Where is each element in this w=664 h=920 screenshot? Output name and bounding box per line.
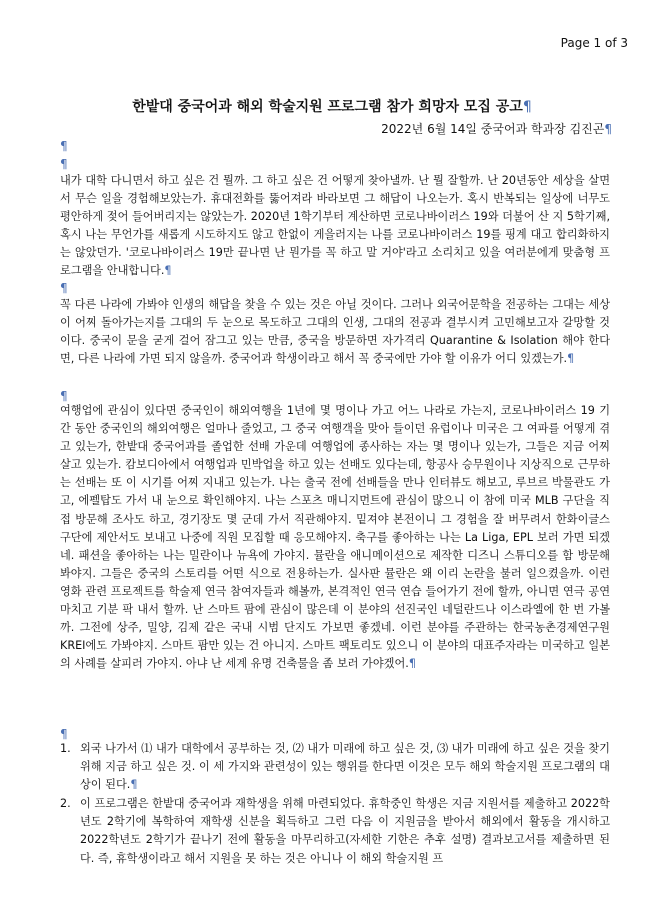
list-item-number: 1.	[60, 742, 71, 755]
pilcrow-mark: ¶	[604, 122, 612, 136]
list-item-number: 2.	[60, 797, 71, 811]
numbered-list	[60, 740, 610, 868]
empty-paragraph-mark: ¶	[60, 281, 68, 295]
body-paragraph	[60, 402, 610, 673]
pilcrow-mark: ¶	[567, 352, 575, 366]
list-item-text: 이 프로그램은 한밭대 중국어과 재학생을 위해 마련되었다. 휴학중인 학생은 지금 지원서를 제출하고 2022학년도 2학기에 복학하여 재학생 신분을 획득하고 그런 다음 이 지원금을 받아서 해외에서 활동을 개시하고 2022학년도 2학기가 끝나기 전에 활동을 마무리하고(자세한 기한은 추후 설명) 결과보고서를 제출하면 된다. 즉, 휴학생이라고 해서 지원을 못 하는 것은 아니나 이 해외 학술지원 프	[80, 797, 610, 865]
paragraph-text: 꼭 다른 나라에 가봐야 인생의 해답을 찾을 수 있는 것은 아닐 것이다. 그러나 외국어문학을 전공하는 그대는 세상이 어찌 돌아가는지를 그대의 두 눈으로 목도하고 그대의 인생, 그대의 전공과 결부시켜 고민해보고자 갈망할 것이다. 중국이 문을 굳게 걸어 잠그고 있는 만큼, 중국을 방문하면 자가격리 Quarantine & Isolation 해야 한다면, 다른 나라에 가면 되지 않을까. 중국어과 학생이라고 해서 꼭 중국에만 가야 할 이유가 어디 있겠는가.	[60, 298, 610, 366]
page-number: Page 1 of 3	[560, 36, 628, 50]
empty-paragraph-mark: ¶	[60, 727, 68, 741]
empty-paragraph-mark: ¶	[60, 157, 68, 171]
empty-paragraph-mark: ¶	[60, 389, 68, 403]
document-date-line	[381, 120, 612, 137]
paragraph-text: 여행업에 관심이 있다면 중국인이 해외여행을 1년에 몇 명이나 가고 어느 나라로 가는지, 코로나바이러스 19 기간 동안 중국인의 해외여행은 얼마나 줄었고, 그 중국 여행객을 맞아 들이던 유럽이나 미국은 그 여파를 어떻게 겪고 있는가, 한밭대 중국어과를 졸업한 선배 가운데 여행업에 종사하는 자는 몇 명이나 있는가, 그들은 지금 어찌 살고 있는가. 캄보디아에서 여행업과 민박업을 하고 있는 선배도 있다는데, 항공사 승무원이나 지상직으로 근무하는 선배는 또 이 시기를 어찌 지내고 있는가. 나는 출국 전에 선배들을 만나 인터뷰도 해보고, 루브르 박물관도 가고, 에펠탑도 가서 내 눈으로 확인해야지. 나는 스포츠 매니지먼트에 관심이 많으니 이 참에 미국 MLB 구단을 직접 방문해 조사도 하고, 경기장도 몇 군데 가서 직관해야지. 밑져야 본전이니 그 경험을 잘 버무려서 한화이글스 구단에 제안서도 보내고 나중에 직원 모집할 때 응모해야지. 축구를 좋아하는 나는 La Liga, EPL 보러 가면 되겠네. 패션을 좋아하는 나는 밀란이나 뉴욕에 가야지. 뮬란을 애니메이션으로 제작한 디즈니 스튜디오를 함 방문해봐야지. 그들은 중국의 스토리를 어떤 식으로 전용하는가. 실사판 뮬란은 왜 이리 논란을 불러 일으켰을까. 이런 영화 관련 프로젝트를 학술제 연극 참여자들과 해볼까, 본격적인 연극 연습 들어가기 전에 할까, 아니면 연극 공연 마치고 기분 팍 내서 할까. 난 스마트 팜에 관심이 많은데 이 분야의 선진국인 네덜란드나 이스라엘에 한 번 가볼까. 그전에 상주, 밀양, 김제 같은 국내 시범 단지도 가보면 좋겠네. 이런 분야를 주관하는 한국농촌경제연구원 KREI에도 가봐야지. 스마트 팜만 있는 건 아니지. 스마트 팩토리도 있으니 이 분야의 대표주자라는 미국하고 일본의 사례를 살피러 가야지. 아냐 난 세계 유명 건축물을 좀 보러 가야겠어.	[60, 404, 610, 671]
pilcrow-mark: ¶	[408, 657, 416, 671]
body-paragraph	[60, 296, 610, 368]
empty-paragraph-mark: ¶	[60, 139, 68, 153]
list-item	[60, 795, 610, 867]
pilcrow-mark: ¶	[522, 99, 532, 115]
paragraph-text: 내가 대학 다니면서 하고 싶은 건 뭘까. 그 하고 싶은 건 어떻게 찾아낼까. 난 뭘 잘할까. 난 20년동안 세상을 살면서 무슨 일을 경험해보았는가. 휴대전화를 뚫어져라 바라보면 그 해답이 나오는가. 혹시 반복되는 일상에 너무도 평안하게 젖어 들어버리지는 않았는가. 2020년 1학기부터 계산하면 코로나바이러스 19와 더불어 산 지 5학기째, 혹시 나는 무언가를 새롭게 시도하지도 않고 한없이 게을러지는 나를 코로나바이러스 19를 핑계 대고 합리화하지는 않았던가. '코로나바이러스 19만 끝나면 난 뭔가를 꼭 하고 말 거야'라고 소리치고 있을 여러분에게 맞춤형 프로그램을 안내합니다.	[60, 174, 610, 278]
date-line-text: 2022년 6월 14일 중국어과 학과장 김진곤	[381, 122, 605, 136]
pilcrow-mark: ¶	[164, 264, 172, 278]
document-title	[0, 96, 664, 116]
document-title-text: 한밭대 중국어과 해외 학술지원 프로그램 참가 희망자 모집 공고	[132, 99, 523, 115]
body-paragraph	[60, 172, 610, 281]
list-item	[60, 740, 610, 794]
pilcrow-mark: ¶	[130, 778, 138, 792]
list-item-text: 외국 나가서 ⑴ 내가 대학에서 공부하는 것, ⑵ 내가 미래에 하고 싶은 것, ⑶ 내가 미래에 하고 싶은 것을 찾기 위해 지금 하고 싶은 것. 이 세 가지와 관련성이 있는 행위를 한다면 이것은 모두 해외 학술지원 프로그램의 대상이 된다.	[80, 742, 610, 792]
